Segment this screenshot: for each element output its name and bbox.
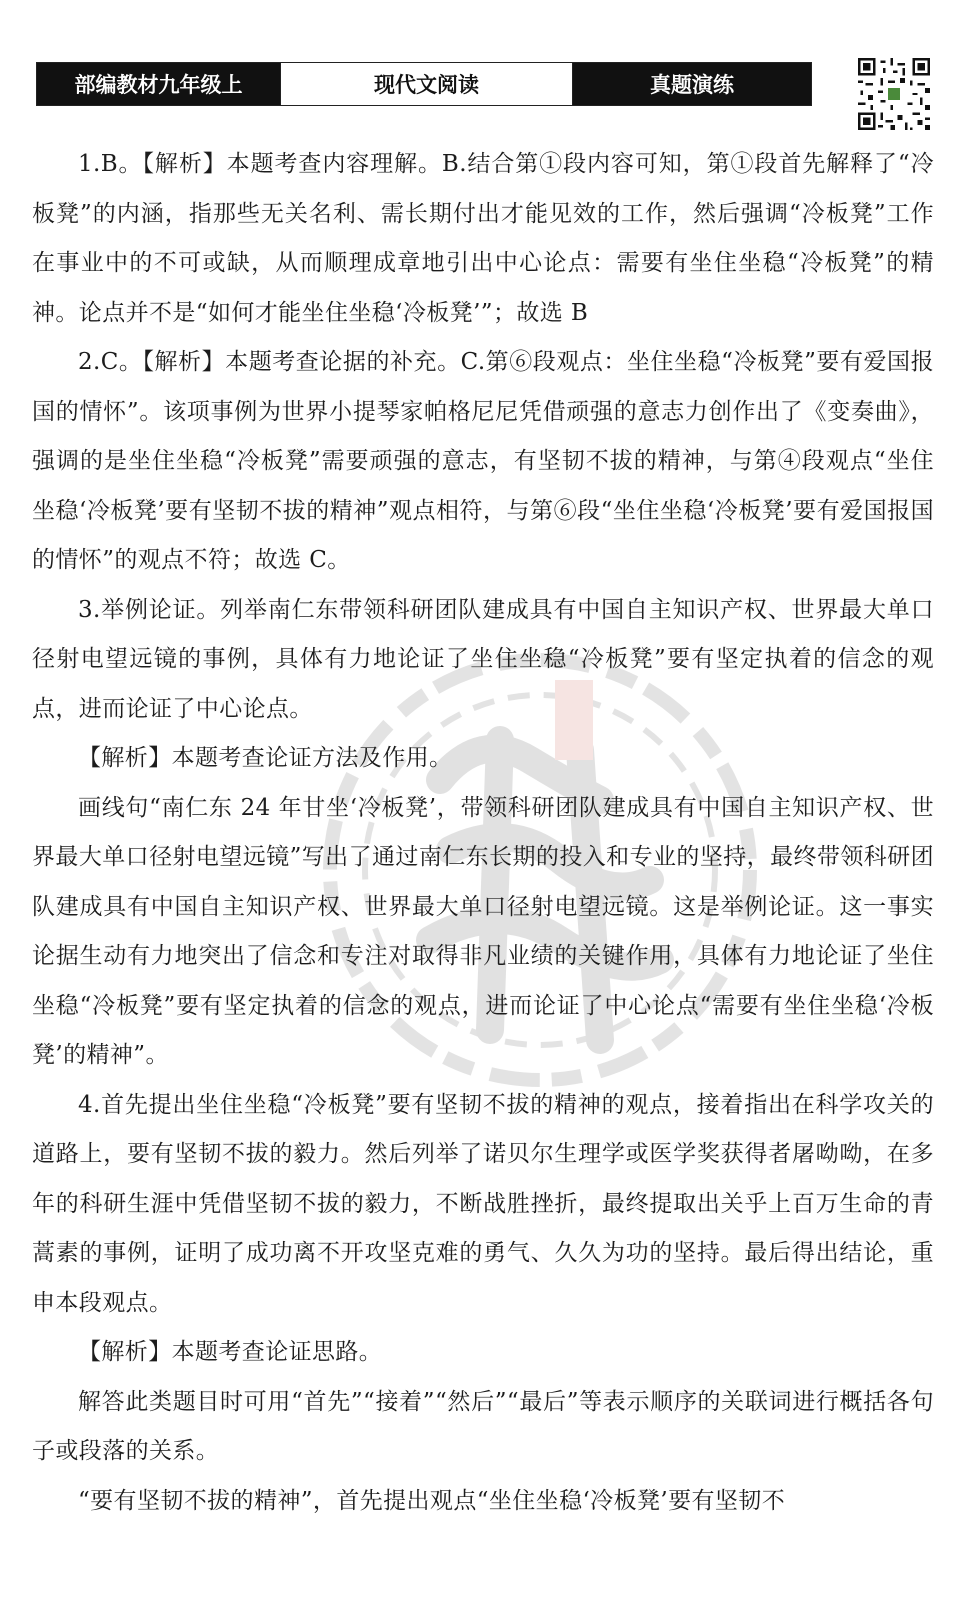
answer-body: 4.首先提出坐住坐稳“冷板凳”要有坚韧不拔的精神的观点，接着指出在科学攻关的道路上，要有坚韧不拔的毅力。然后列举了诺贝尔生理学或医学奖获得者屠呦呦，在多年的科研生涯中凭借坚韧不拔的毅力，不断战胜挫折，最终提取出关乎上百万生命的青蒿素的事例，证明了成功离不开攻坚克难的勇气、久久为功的坚持。最后得出结论，重申本段观点。 xyxy=(32,1091,934,1316)
answer-lead: 1.B。 xyxy=(78,151,143,177)
book-label: 部编教材九年级上 xyxy=(37,63,280,105)
analysis-tag: 【解析】 xyxy=(78,745,172,771)
answer-body: 本题考查内容理解。B.结合第①段内容可知，第①段首先解释了“冷板凳”的内涵，指那些无关名利、需长期付出才能见效的工作，然后强调“冷板凳”工作在事业中的不可或缺，从而顺理成章地引出中心论点：需要有坐住坐稳“冷板凳”的精神。论点并不是“如何才能坐住坐稳‘冷板凳’”；故选 B xyxy=(32,151,934,326)
answer-body: “要有坚韧不拔的精神”，首先提出观点“坐住坐稳‘冷板凳’要有坚韧不 xyxy=(78,1487,786,1514)
analysis-tag: 【解析】 xyxy=(78,1339,172,1365)
page-header xyxy=(36,62,812,106)
answer-body: 本题考查论证思路。 xyxy=(171,1339,383,1365)
answer-content xyxy=(32,140,934,1526)
answer-paragraph xyxy=(32,1477,934,1527)
section-label: 现代文阅读 xyxy=(280,63,573,105)
qr-code-icon[interactable] xyxy=(858,58,930,130)
analysis-paragraph xyxy=(32,734,934,784)
answer-body: 3.举例论证。列举南仁东带领科研团队建成具有中国自主知识产权、世界最大单口径射电望远镜的事例，具体有力地论证了坐住坐稳“冷板凳”要有坚定执着的信念的观点，进而论证了中心论点。 xyxy=(32,596,934,722)
answer-body: 解答此类题目时可用“首先”“接着”“然后”“最后”等表示顺序的关联词进行概括各句子或段落的关系。 xyxy=(32,1388,934,1464)
analysis-tag: 【解析】 xyxy=(142,151,227,177)
answer-paragraph xyxy=(32,784,934,1081)
type-label: 真题演练 xyxy=(573,63,811,105)
answer-lead: 2.C。 xyxy=(78,349,143,375)
analysis-paragraph xyxy=(32,1328,934,1378)
answer-body: 本题考查论据的补充。C.第⑥段观点：坐住坐稳“冷板凳”要有爱国报国的情怀”。该项事例为世界小提琴家帕格尼尼凭借顽强的意志力创作出了《变奏曲》，强调的是坐住坐稳“冷板凳”需要顽强的意志，有坚韧不拔的精神，与第④段观点“坐住坐稳‘冷板凳’要有坚韧不拔的精神”观点相符，与第⑥段“坐住坐稳‘冷板凳’要有爱国报国的情怀”的观点不符；故选 C。 xyxy=(32,349,935,573)
answer-paragraph xyxy=(32,1081,934,1329)
answer-paragraph xyxy=(32,140,934,338)
analysis-tag: 【解析】 xyxy=(142,349,226,375)
answer-body: 画线句“南仁东 24 年甘坐‘冷板凳’，带领科研团队建成具有中国自主知识产权、世界最大单口径射电望远镜”写出了通过南仁东长期的投入和专业的坚持，最终带领科研团队建成具有中国自主知识产权、世界最大单口径射电望远镜。这是举例论证。这一事实论据生动有力地突出了信念和专注对取得非凡业绩的关键作用，具体有力地论证了坐住坐稳“冷板凳”要有坚定执着的信念的观点，进而论证了中心论点“需要有坐住坐稳‘冷板凳’的精神”。 xyxy=(32,794,934,1068)
answer-paragraph xyxy=(32,1378,934,1477)
answer-paragraph xyxy=(32,338,934,586)
answer-body: 本题考查论证方法及作用。 xyxy=(171,745,453,771)
answer-paragraph xyxy=(32,586,934,735)
